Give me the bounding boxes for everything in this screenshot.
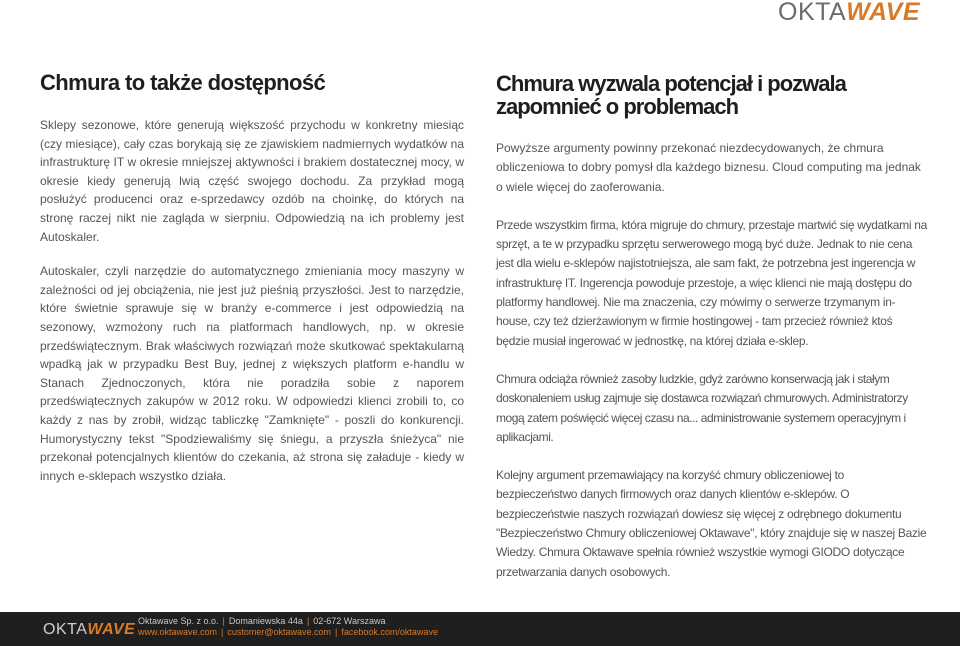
right-paragraph-1: Powyższe argumenty powinny przekonać niezdecydowanych, że chmura obliczeniowa to dobry pomysł dla każdego biznesu. Cloud computing ma jednak o wiele więcej do zaoferowania.: [496, 141, 921, 194]
footer-logo-wave-text: WAVE: [87, 621, 136, 638]
footer-website-link[interactable]: www.oktawave.com: [138, 627, 218, 637]
right-paragraph-4: Kolejny argument przemawiający na korzyść chmury obliczeniowej to bezpieczeństwo danych firmowych oraz danych klientów e-sklepów. O bezpieczeństwie naszych rozwiązań dowiesz się więcej z odrębnego dokumentu "Bezpieczeństwo Chmury obliczeniowej Oktawave", który znajduje się w naszej Bazie Wiedzy. Chmura Oktawave spełnia również wszystkie wymogi GIODO dotyczące przetwarzania danych osobowych.: [496, 468, 927, 579]
left-paragraph-2: Autoskaler, czyli narzędzie do automatycznego zmieniania mocy maszyny w zależności od jej obciążenia, nie jest już pieśnią przyszłości. Jest to narzędzie, które świetnie sprawuje się w branży e-commerce i jest odpowiedzią na sezonowy, wzmożony ruch na platformach handlowych, np. w okresie przedświątecznym. Brak właściwych rozwiązań może skutkować spektakularną wpadką jak w przypadku Best Buy, jednej z większych platform e-handlu w Stanach Zjednoczonych, która nie poradziła sobie z naporem przedświątecznych zakupów w 2012 roku. W odpowiedzi klienci zrobili to, co każdy z nas by zrobił, widząc tabliczkę "Zamknięte" - poszli do konkurencji. Humorystyczny tekst "Spodziewaliśmy się śniegu, a przyszła śnieżyca" nie przekonał potencjalnych klientów do czekania, aż strona się załaduje - kiedy w innych e-sklepach wszystko działa.: [40, 264, 464, 483]
oktawave-logo: [778, 0, 920, 25]
footer-contact-info: [138, 616, 438, 638]
right-body: [496, 139, 928, 582]
footer-email-link[interactable]: customer@oktawave.com: [227, 627, 332, 637]
footer-bar: [0, 612, 960, 646]
footer-city: 02-672 Warszawa: [313, 616, 386, 626]
right-section-title: Chmura wyzwala potencjał i pozwala zapomnieć o problemach: [496, 71, 846, 119]
footer-company: Oktawave Sp. z o.o.: [138, 616, 219, 626]
footer-logo: [43, 621, 135, 639]
footer-address-line: [138, 616, 438, 627]
footer-separator: |: [221, 627, 224, 637]
footer-separator: |: [306, 616, 310, 626]
logo-wave-text: WAVE: [846, 0, 920, 26]
footer-street: Domaniewska 44a: [228, 616, 303, 626]
footer-separator: |: [222, 616, 225, 626]
left-paragraph-1: Sklepy sezonowe, które generują większość przychodu w konkretny miesiąc (czy miesiące), cały czas borykają się ze zjawiskiem nadmiernych wydatków na infrastrukturę IT w okresie mniejszej aktywności i brakiem dostatecznej mocy, w okresie kiedy generują lwią część swojego dochodu. Za przykład mogą posłużyć producenci oraz e-sprzedawcy ozdób na choinkę, do których na stronę raczej nikt nie zagląda w sierpniu. Odpowiedzią na ich problemy jest Autoskaler.: [40, 118, 464, 244]
footer-separator: |: [335, 627, 338, 637]
right-paragraph-2: Przede wszystkim firma, która migruje do chmury, przestaje martwić się wydatkami na sprzęt, a te w przypadku sprzętu serwerowego mogą być duże. Jednak to nie cena jest dla wielu e-sklepów najistotniejsza, ale sam fakt, że potrzebna jest ingerencja w infrastrukturę IT. Ingerencja powoduje przestoje, a więc klienci nie mają dostępu do platformy handlowej. Nie ma znaczenia, czy mówimy o serwerze trzymanym in-house, czy też dzierżawionym w firmie hostingowej - tam przecież również ktoś będzie musiał ingerować w jednostkę, na której działa e-sklep.: [496, 217, 928, 348]
right-paragraph-3: Chmura odciąża również zasoby ludzkie, gdyż zarówno konserwacją jak i stałym doskonaleniem usług zajmuje się dostawca rozwiązań chmurowych. Administratorzy mogą zatem poświęcić więcej czasu na... administrowanie systemem operacyjnym i aplikacjami.: [496, 371, 908, 444]
logo-okta-text: OKTA: [778, 0, 847, 26]
left-section-title: Chmura to także dostępność: [40, 70, 326, 95]
right-column: [496, 72, 928, 582]
footer-logo-okta-text: OKTA: [43, 621, 88, 638]
left-body: [40, 116, 464, 485]
footer-links-line: [138, 627, 438, 638]
footer-facebook-link[interactable]: facebook.com/oktawave: [341, 627, 438, 637]
left-column: [40, 70, 464, 485]
